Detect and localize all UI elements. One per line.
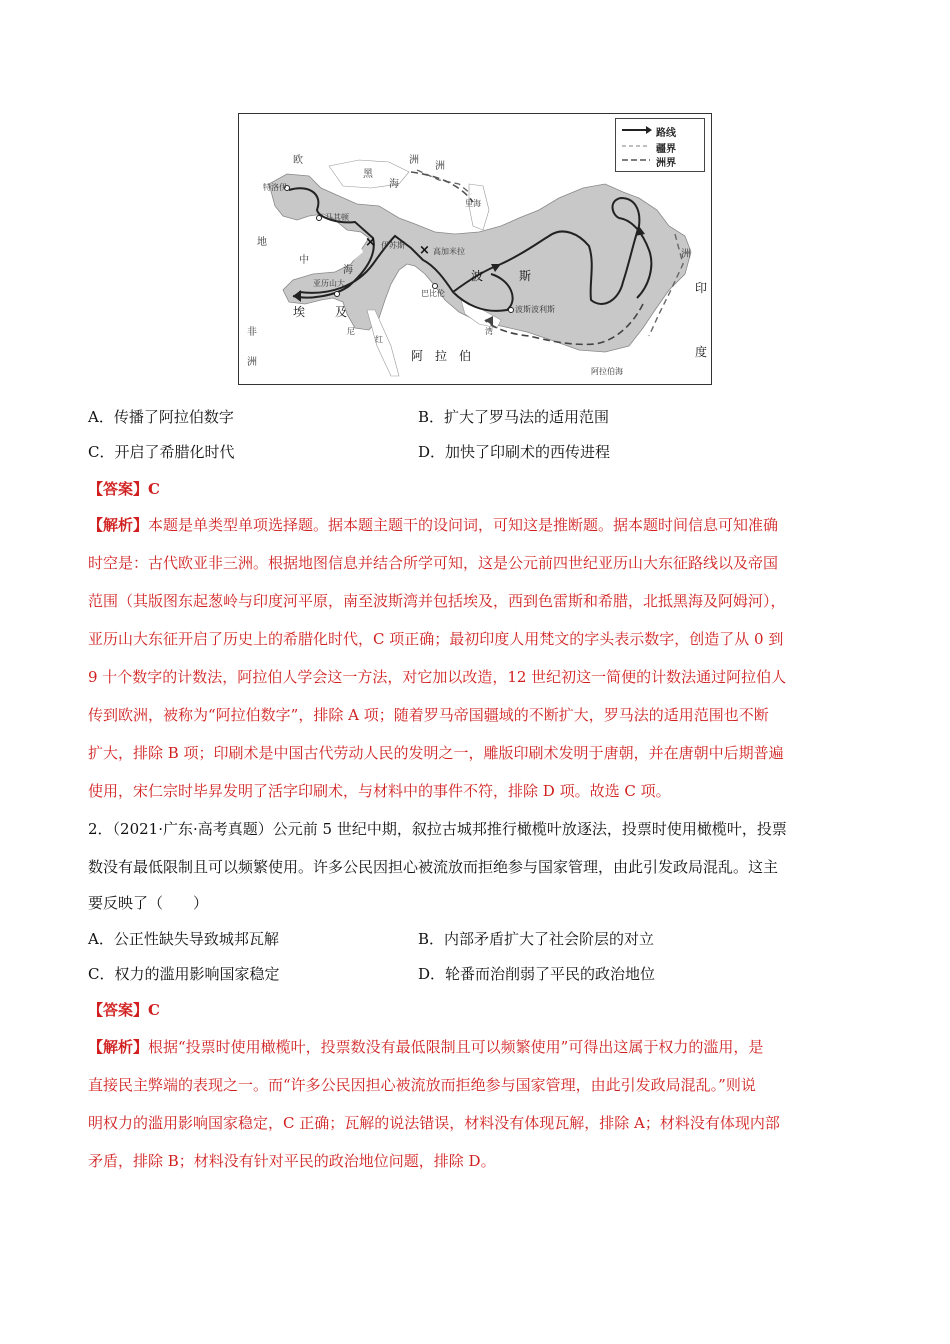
label-arabian-sea: 阿拉伯海 <box>591 367 623 376</box>
q2-option-a[interactable]: A．公正性缺失导致城邦瓦解 <box>88 930 279 948</box>
fleet-route <box>411 172 473 202</box>
label-earth-sea: 地 <box>257 237 267 248</box>
q1-option-b[interactable]: B．扩大了罗马法的适用范围 <box>418 408 610 426</box>
red-sea <box>367 310 399 376</box>
legend-continent: 洲界 <box>656 158 676 169</box>
q1-answer: 【答案】C <box>88 480 160 498</box>
label-troy: 特洛伊 <box>263 183 287 192</box>
label-zhong: 中 <box>299 255 309 266</box>
q1-analysis-line-3: 范围（其版图东起葱岭与印度河平原，南至波斯湾并包括埃及，西到色雷斯和希腊，北抵黑海及阿姆河）， <box>88 592 786 610</box>
legend-route: 路线 <box>622 125 702 137</box>
q2-option-b[interactable]: B．内部矛盾扩大了社会阶层的对立 <box>418 930 655 948</box>
q2-stem-line-3: 要反映了（ ） <box>88 894 209 912</box>
q2-options-row-2 <box>88 963 868 985</box>
label-persian-gulf: 湾 <box>485 327 493 336</box>
q1-analysis-text-1: 本题是单类型单项选择题。据本题主题干的设问词，可知这是推断题。据本题时间信息可知准确 <box>148 516 779 534</box>
q2-options-row-1 <box>88 928 868 950</box>
label-issus: 伊苏斯 <box>381 241 405 250</box>
q2-analysis-line-1 <box>88 1036 763 1057</box>
label-africa-a: 非 <box>247 327 257 338</box>
label-arabia-a: 阿 <box>411 349 424 363</box>
map-legend <box>615 118 705 172</box>
city-dot-alexandria <box>335 292 340 297</box>
q1-options-row-1 <box>88 406 868 428</box>
label-europe-b: 洲 <box>409 155 419 166</box>
q1-analysis-line-8: 使用，宋仁宗时毕昇发明了活字印刷术，与材料中的事件不符，排除 D 项。故选 C 项。 <box>88 782 671 800</box>
q2-answer: 【答案】C <box>88 1001 160 1019</box>
label-arabia-c: 伯 <box>459 349 472 363</box>
q1-analysis-line-7: 扩大，排除 B 项；印刷术是中国古代劳动人民的发明之一，雕版印刷术发明于唐朝，并在唐朝中后期普遍 <box>88 744 784 762</box>
city-dot-babylon <box>433 284 438 289</box>
q1-analysis-tag: 【解析】 <box>88 516 149 534</box>
label-babylon: 巴比伦 <box>421 289 445 298</box>
label-india-a: 印 <box>695 281 708 295</box>
label-persepolis: 波斯波利斯 <box>515 305 555 314</box>
label-hai: 海 <box>343 265 353 276</box>
city-dot-macedonia <box>317 216 322 221</box>
label-africa-b: 洲 <box>247 357 257 368</box>
label-asia-east: 洲 <box>681 249 691 260</box>
q2-analysis-line-4: 矛盾，排除 B；材料没有针对平民的政治地位问题，排除 D。 <box>88 1152 496 1170</box>
label-europe-a: 欧 <box>293 155 303 166</box>
q1-analysis-line-5: 9 十个数字的计数法，阿拉伯人学会这一方法，对它加以改造，12 世纪初这一简便的计数法通过阿拉伯人 <box>88 668 787 686</box>
q2-stem-line-1: 2．（2021·广东·高考真题）公元前 5 世纪中期，叙拉古城邦推行橄榄叶放逐法，投票时使用橄榄叶，投票 <box>88 820 787 838</box>
label-arabia-b: 拉 <box>435 349 448 363</box>
q1-analysis-line-4: 亚历山大东征开启了历史上的希腊化时代，C 项正确；最初印度人用梵文的字头表示数字，创造了从 0 到 <box>88 630 784 648</box>
q2-stem-line-2: 数没有最低限制且可以频繁使用。许多公民因担心被流放而拒绝参与国家管理，由此引发政局混乱。这主 <box>88 858 779 876</box>
battle-marker-issus: × <box>365 235 376 250</box>
battle-marker-gaugamela: × <box>419 243 430 258</box>
label-egypt-b: 及 <box>335 305 348 319</box>
q2-analysis-line-2: 直接民主弊端的表现之一。而“许多公民因担心被流放而拒绝参与国家管理，由此引发政局混乱。”则说 <box>88 1076 756 1094</box>
label-persia-b: 斯 <box>519 269 532 283</box>
city-dot-persepolis <box>509 308 514 313</box>
q2-analysis-text-1: 根据“投票时使用橄榄叶，投票数没有最低限制且可以频繁使用”可得出这属于权力的滥用，是 <box>148 1038 764 1056</box>
q1-option-a[interactable]: A．传播了阿拉伯数字 <box>88 408 234 426</box>
q1-options-row-2 <box>88 441 868 463</box>
q2-analysis-line-3: 明权力的滥用影响国家稳定，C 正确；瓦解的说法错误，材料没有体现瓦解，排除 A；材料没有体现内部 <box>88 1114 780 1132</box>
label-persia-a: 波 <box>471 269 484 283</box>
label-black-sea-b: 海 <box>389 179 399 190</box>
legend-border: 疆界 <box>656 144 676 155</box>
q2-option-c[interactable]: C．权力的滥用影响国家稳定 <box>88 965 280 983</box>
label-red-sea: 红 <box>375 335 383 344</box>
q1-option-d[interactable]: D．加快了印刷术的西传进程 <box>418 443 611 461</box>
q1-analysis-line-1 <box>88 514 778 535</box>
label-asia: 洲 <box>435 161 445 172</box>
q2-option-d[interactable]: D．轮番而治削弱了平民的政治地位 <box>418 965 656 983</box>
label-caspian: 里海 <box>465 199 481 208</box>
q2-analysis-tag: 【解析】 <box>88 1038 149 1056</box>
continent-border-north <box>417 170 471 194</box>
label-india-b: 度 <box>695 345 708 359</box>
label-gaugamela: 高加米拉 <box>433 247 465 256</box>
label-nile: 尼 <box>347 327 355 336</box>
q1-analysis-line-2: 时空是：古代欧亚非三洲。根据地图信息并结合所学可知，这是公元前四世纪亚历山大东征路线以及帝国 <box>88 554 779 572</box>
q1-option-c[interactable]: C．开启了希腊化时代 <box>88 443 235 461</box>
label-macedonia: 马其顿 <box>325 213 349 222</box>
label-egypt-a: 埃 <box>293 305 306 319</box>
label-black-sea-a: 黑 <box>363 169 373 180</box>
q1-analysis-line-6: 传到欧洲，被称为“阿拉伯数字”，排除 A 项；随着罗马帝国疆域的不断扩大，罗马法的适用范围也不断 <box>88 706 769 724</box>
label-alexandria: 亚历山大 <box>313 279 345 288</box>
alexander-campaign-map <box>238 113 712 385</box>
